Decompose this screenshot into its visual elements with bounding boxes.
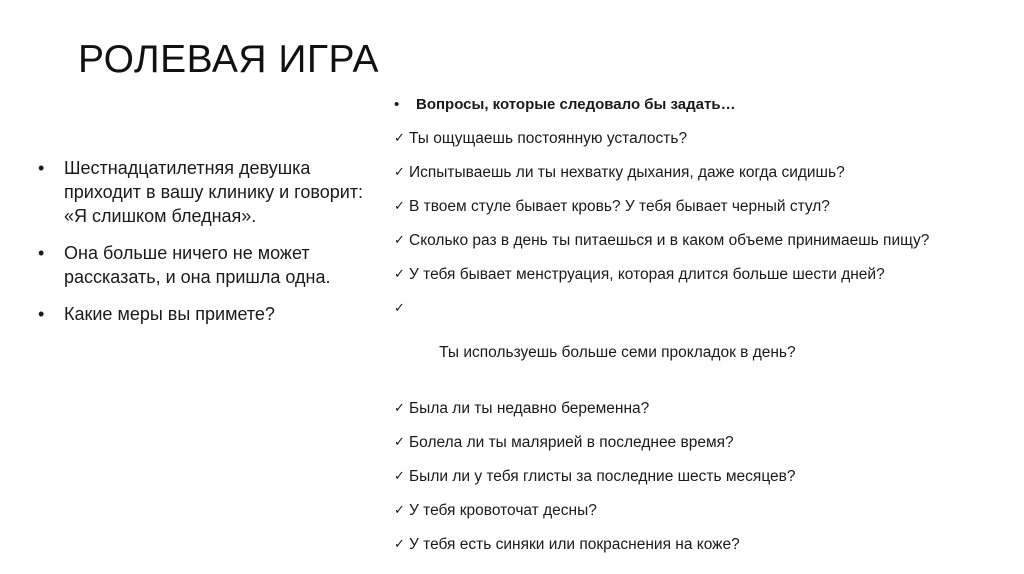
question-item <box>392 264 909 286</box>
question-text: Испытываешь ли ты нехватку дыхания, даже когда сидишь? <box>409 164 845 181</box>
question-item <box>392 230 949 252</box>
question-text: Ты используешь больше семи прокладок в день? <box>434 344 796 361</box>
scenario-item <box>36 241 366 289</box>
question-text: Болела ли ты малярией в последнее время? <box>409 434 734 451</box>
checkmark-icon: ✓ <box>394 537 405 552</box>
checkmark-icon: ✓ <box>394 301 405 316</box>
checkmark-icon: ✓ <box>394 199 405 214</box>
bullet-dot-icon: • <box>38 243 45 263</box>
questions-heading-text: Вопросы, которые следовало бы задать… <box>416 96 736 113</box>
question-item <box>392 466 952 488</box>
checkmark-icon: ✓ <box>394 267 405 282</box>
slide-title: РОЛЕВАЯ ИГРА <box>78 38 379 81</box>
question-item <box>392 398 952 420</box>
question-text: Сколько раз в день ты питаешься и в каком объеме принимаешь пищу? <box>409 232 930 249</box>
question-item <box>392 162 952 184</box>
bullet-dot-icon: • <box>38 304 45 324</box>
question-text: У тебя кровоточат десны? <box>409 502 597 519</box>
checkmark-icon: ✓ <box>394 435 405 450</box>
scenario-text: Она больше ничего не может рассказать, и она пришла одна. <box>64 243 331 287</box>
question-item <box>392 534 952 556</box>
question-text: У тебя есть синяки или покраснения на коже? <box>409 536 740 553</box>
checkmark-icon: ✓ <box>394 469 405 484</box>
checkmark-icon: ✓ <box>394 401 405 416</box>
question-text: У тебя бывает менструация, которая длится больше шести дней? <box>409 266 885 283</box>
question-item <box>392 196 952 218</box>
checkmark-icon: ✓ <box>394 131 405 146</box>
question-item <box>392 298 952 386</box>
question-text: В твоем стуле бывает кровь? У тебя бывает черный стул? <box>409 198 830 215</box>
scenario-item <box>36 302 366 326</box>
question-text: Была ли ты недавно беременна? <box>409 400 650 417</box>
bullet-dot-icon: • <box>394 96 400 113</box>
scenario-text: Какие меры вы примете? <box>64 304 275 324</box>
checkmark-icon: ✓ <box>394 503 405 518</box>
question-text: Были ли у тебя глисты за последние шесть месяцев? <box>409 468 796 485</box>
checkmark-icon: ✓ <box>394 165 405 180</box>
question-text: Ты ощущаешь постоянную усталость? <box>409 130 688 147</box>
question-item <box>392 128 952 150</box>
question-item <box>392 432 952 454</box>
scenario-text: Шестнадцатилетняя девушка приходит в вашу клинику и говорит: «Я слишком бледная». <box>64 158 364 226</box>
questions-section <box>392 94 952 568</box>
checkmark-icon: ✓ <box>394 233 405 248</box>
scenario-item <box>36 156 366 228</box>
questions-heading <box>392 94 952 116</box>
scenario-list <box>36 156 366 339</box>
bullet-dot-icon: • <box>38 158 45 178</box>
question-item <box>392 500 952 522</box>
